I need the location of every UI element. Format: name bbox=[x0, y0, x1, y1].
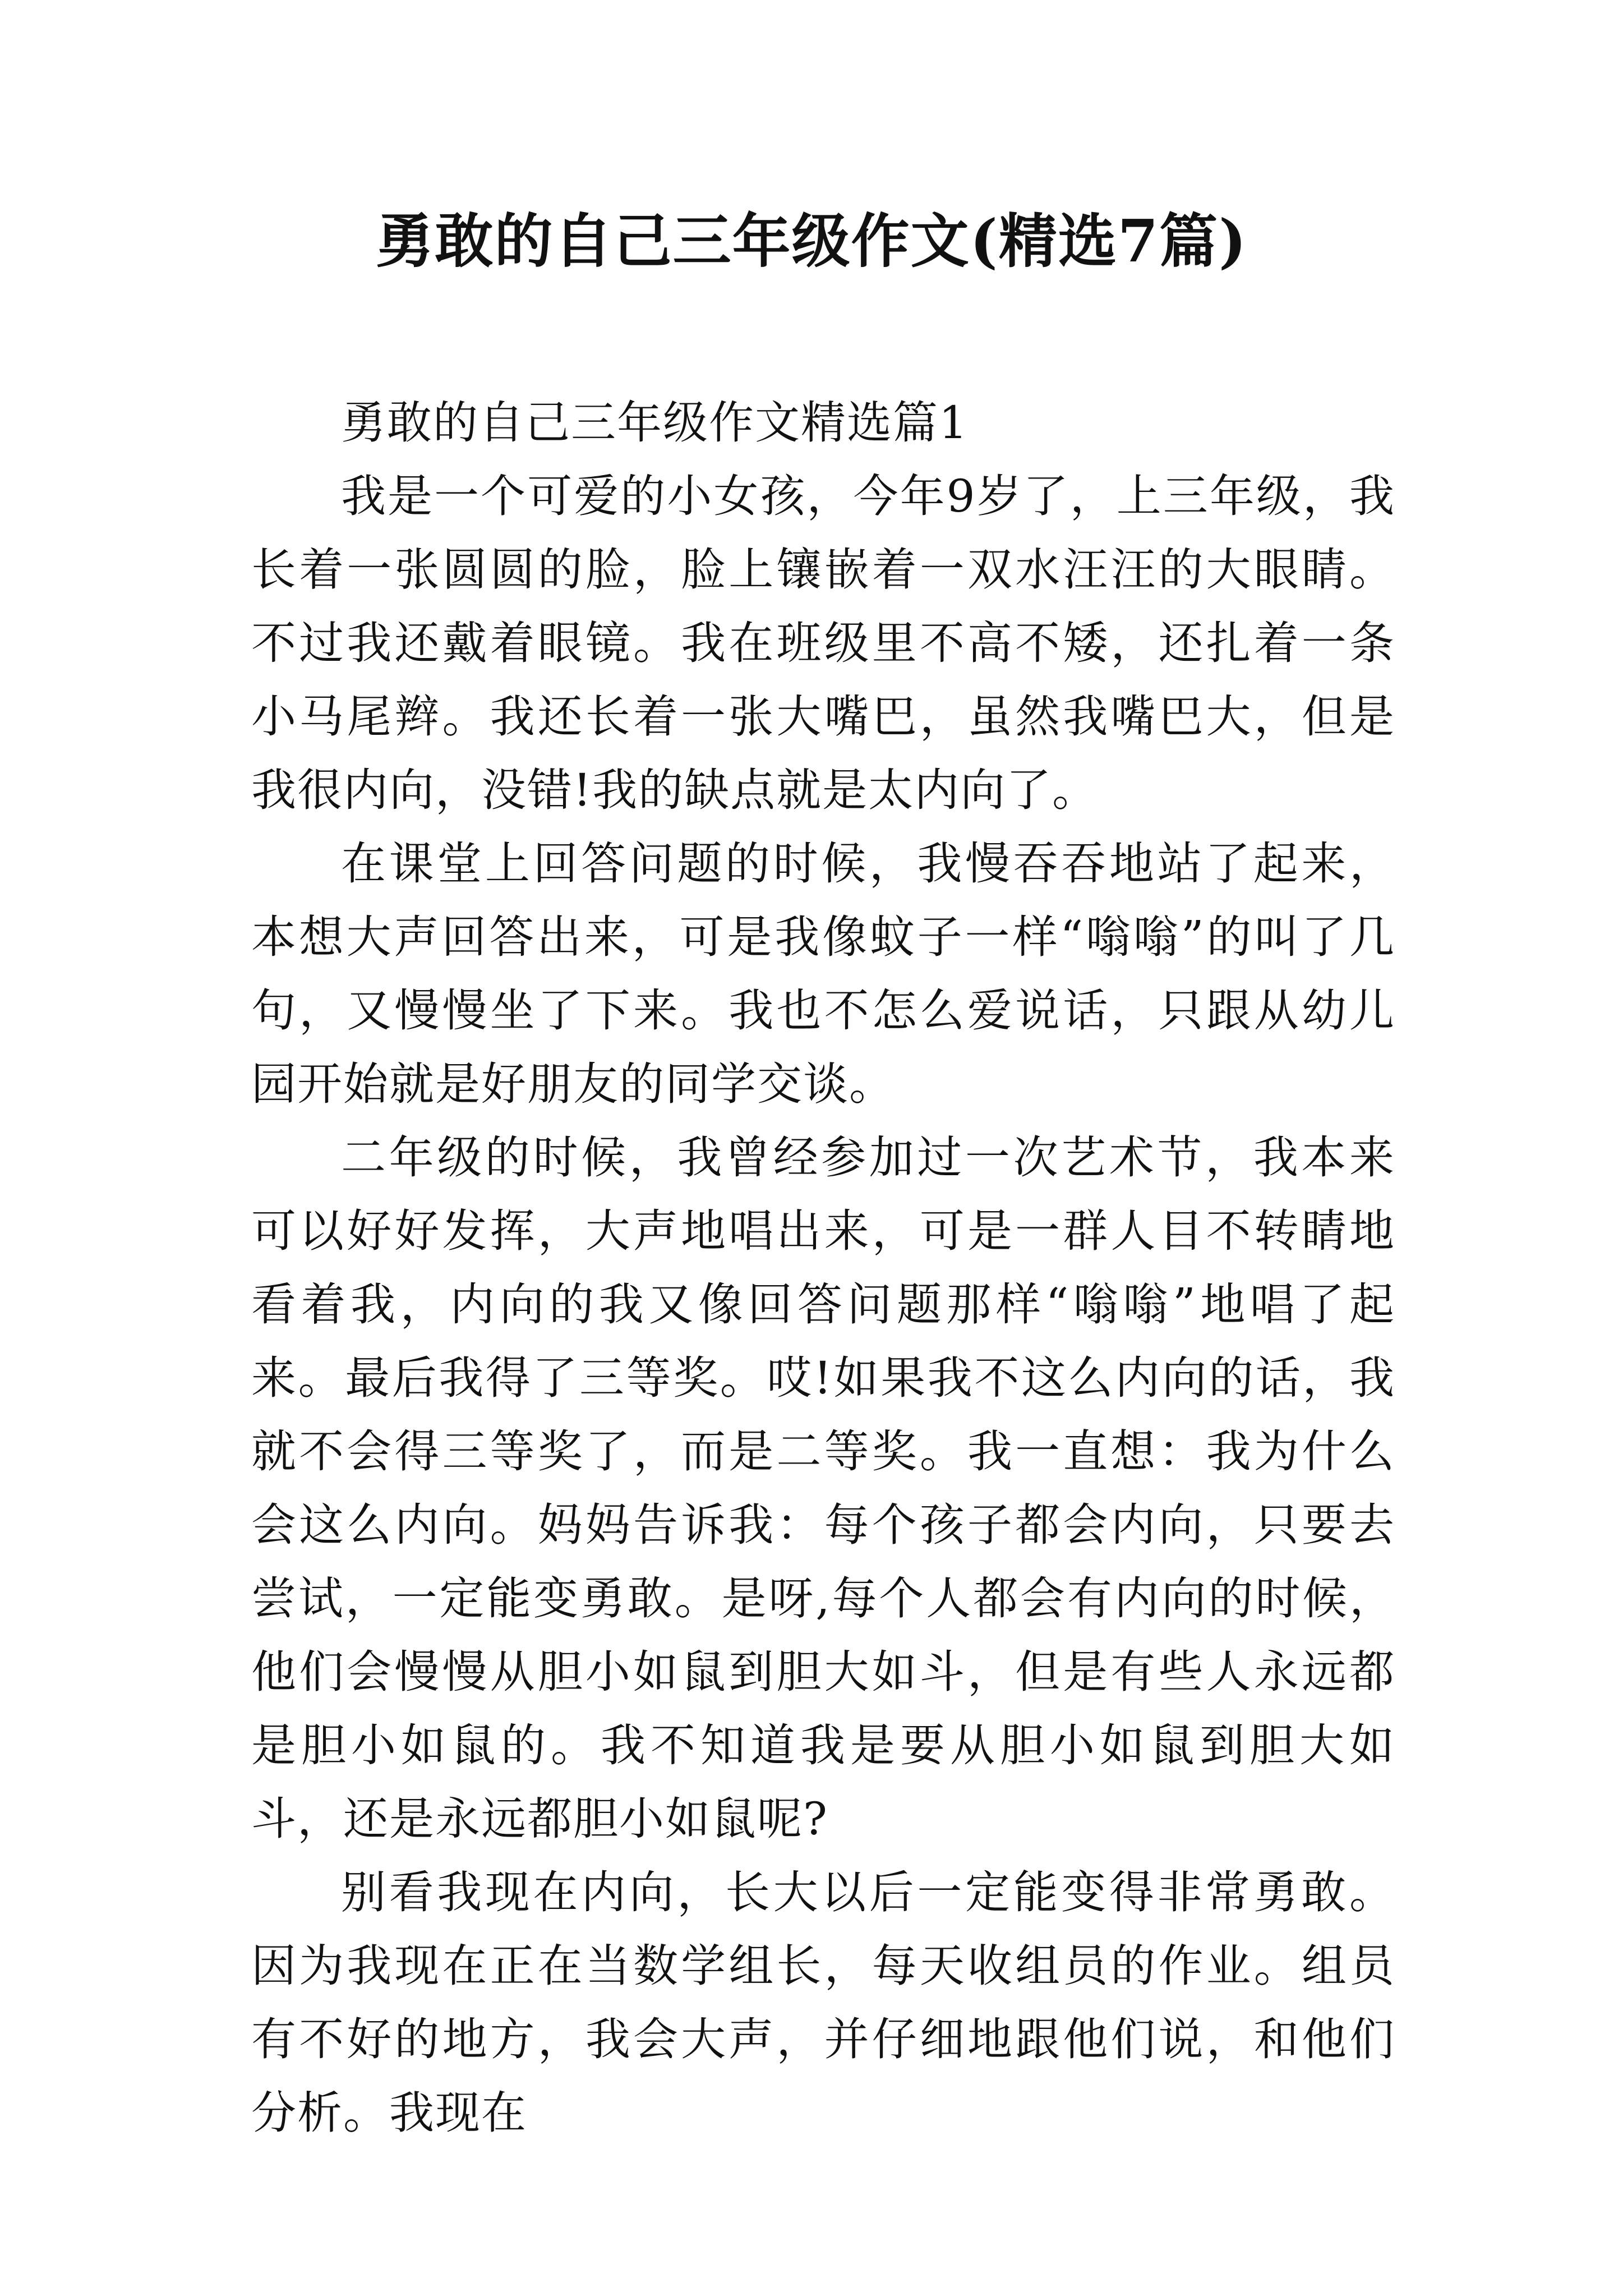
document-body bbox=[251, 386, 1395, 2150]
section-heading: 勇敢的自己三年级作文精选篇1 bbox=[341, 397, 969, 449]
paragraph-3: 二年级的时候，我曾经参加过一次艺术节，我本来可以好好发挥，大声地唱出来，可是一群人目不转睛地看着我，内向的我又像回答问题那样“嗡嗡”地唱了起来。最后我得了三等奖。哎!如果我不这么内向的话，我就不会得三等奖了，而是二等奖。我一直想：我为什么会这么内向。妈妈告诉我：每个孩子都会内向，只要去尝试，一定能变勇敢。是呀,每个人都会有内向的时候，他们会慢慢从胆小如鼠到胆大如斗，但是有些人永远都是胆小如鼠的。我不知道我是要从胆小如鼠到胆大如斗，还是永远都胆小如鼠呢? bbox=[251, 1131, 1395, 1845]
paragraph-2: 在课堂上回答问题的时候，我慢吞吞地站了起来，本想大声回答出来，可是我像蚊子一样“嗡嗡”的叫了几句，又慢慢坐了下来。我也不怎么爱说话，只跟从幼儿园开始就是好朋友的同学交谈。 bbox=[251, 838, 1395, 1110]
paragraph-1: 我是一个可爱的小女孩，今年9岁了，上三年级，我长着一张圆圆的脸，脸上镶嵌着一双水汪汪的大眼睛。不过我还戴着眼镜。我在班级里不高不矮，还扎着一条小马尾辫。我还长着一张大嘴巴，虽然我嘴巴大，但是我很内向，没错!我的缺点就是太内向了。 bbox=[251, 470, 1395, 816]
paragraph-4: 别看我现在内向，长大以后一定能变得非常勇敢。因为我现在正在当数学组长，每天收组员的作业。组员有不好的地方，我会大声，并仔细地跟他们说，和他们分析。我现在 bbox=[251, 1866, 1395, 2139]
document-title: 勇敢的自己三年级作文(精选7篇) bbox=[375, 206, 1248, 275]
